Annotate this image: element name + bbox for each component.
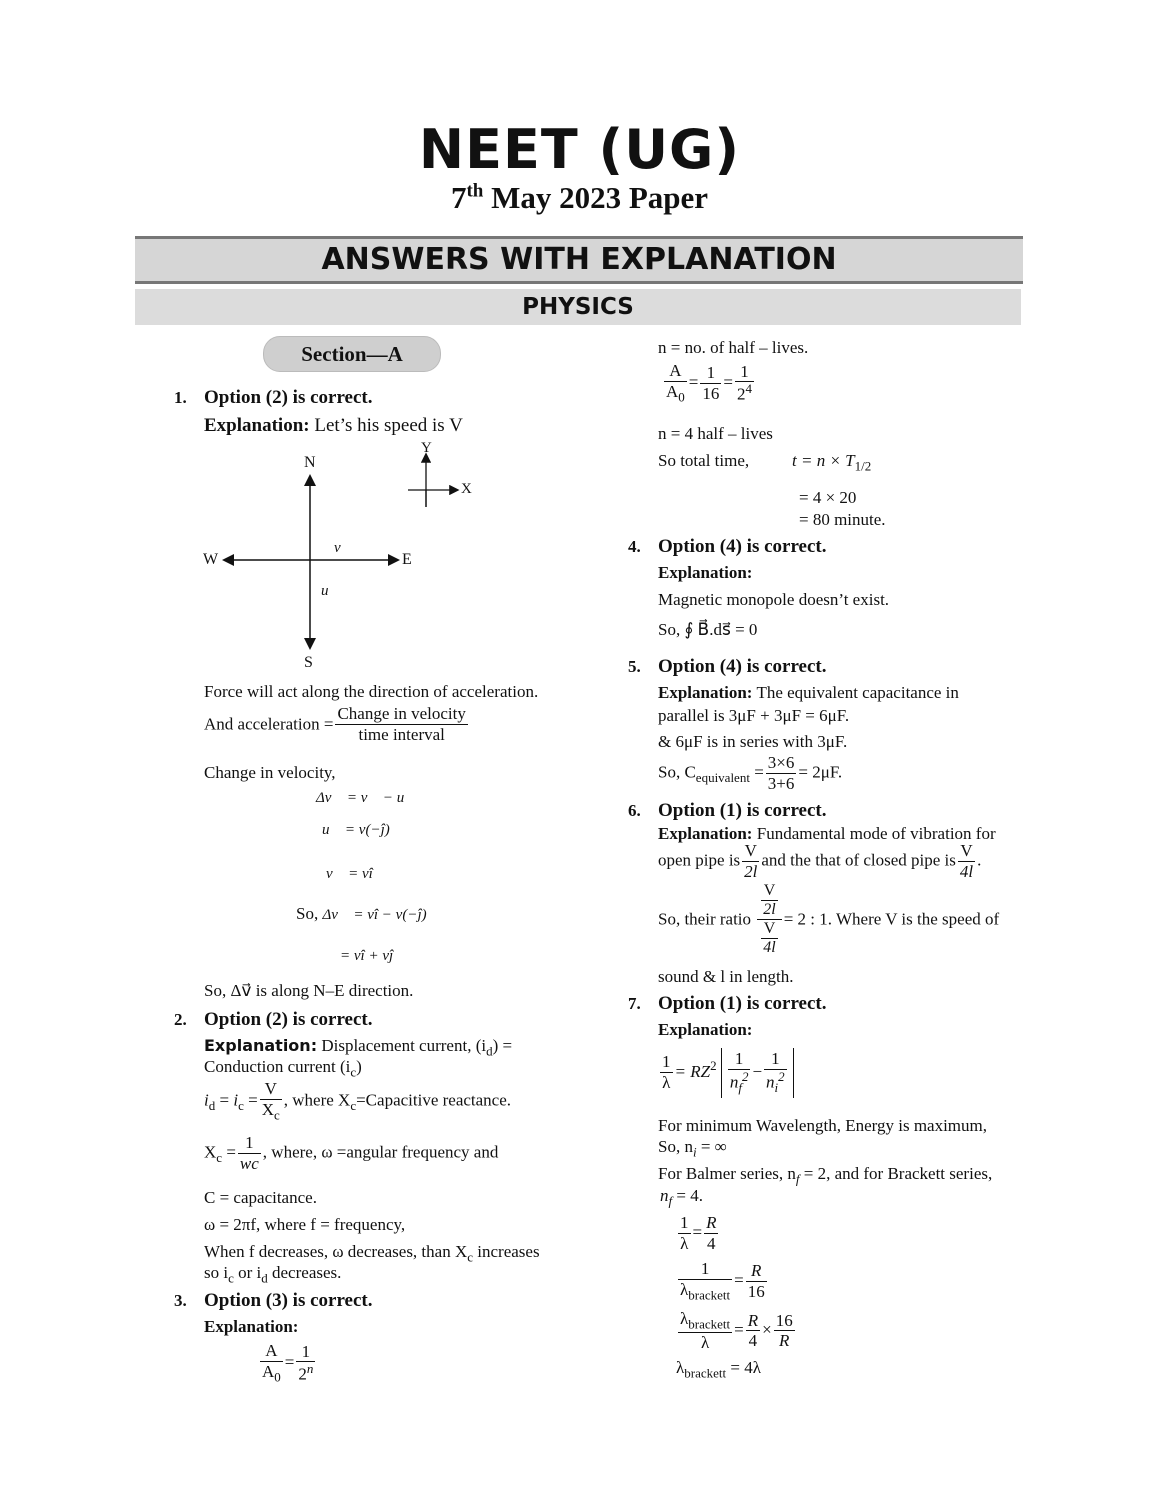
q2-xc-eq: $X_c$ = $\frac{1}{wc}$ , where, ω =angular frequency and — [204, 1133, 499, 1173]
q2-line1: Explanation: Displacement current, $(i_d)$ = — [204, 1036, 513, 1059]
q3-total-lead: So total time, — [658, 451, 750, 470]
q3-half-life-eq: $\frac{A}{A_0}$ = $\frac{1}{16}$ = $\frac{1}{2^4}$ — [666, 361, 752, 405]
q4-answer: Option (4) is correct. — [658, 536, 827, 557]
q5-line3: & 6μF is in series with 3μF. — [658, 732, 848, 751]
q1-accel-eq: And acceleration = $\frac{\text{Change in velocity}}{\text{time interval}}$ — [204, 704, 466, 744]
q3-explanation: Explanation: — [204, 1317, 299, 1336]
q7-rydberg-eq: $\frac{1}{\lambda}$ = $RZ^2$ $\frac{1}{n_f^2}$ − $\frac{1}{n_i^2}$ — [658, 1048, 794, 1098]
q2-current-eq: $i_d = i_c$ = $\frac{V}{X_c}$ , where $X_c=Capacitive$ reactance. — [204, 1079, 512, 1123]
q3-total-eq: $t = n \times T_{1/2}$ — [792, 451, 872, 474]
q1-answer: Option (2) is correct. — [204, 387, 373, 408]
q7-eq-a: $\frac{1}{\lambda}$ = $\frac{R}{4}$ — [680, 1213, 717, 1253]
q6-line2: open pipe is $\frac{V}{2l}$ and the that of closed pipe is $\frac{V}{4l}$ . — [658, 841, 982, 881]
subject-banner: PHYSICS — [135, 289, 1021, 325]
q7-eq-d: $\lambda_{brackett} = 4\lambda$ — [676, 1358, 761, 1381]
q7-min: For minimum Wavelength, Energy is maximum, — [658, 1116, 988, 1135]
q7-nf4: $n_f = 4$. — [660, 1186, 703, 1209]
q1-eq5: = vî + vĵ — [340, 948, 394, 964]
label-x: X — [461, 481, 472, 497]
q1-conclusion: So, Δv⃗ is along N–E direction. — [204, 981, 414, 1000]
q2-answer: Option (2) is correct. — [204, 1009, 373, 1030]
q6-line1: Explanation: Fundamental mode of vibration for — [658, 824, 996, 843]
q2-so: so $i_c$ or $i_d$ decreases. — [204, 1263, 342, 1286]
q5-answer: Option (4) is correct. — [658, 656, 827, 677]
q1-number: 1. — [174, 388, 187, 407]
q3-number: 3. — [174, 1291, 187, 1310]
q2-when: When f decreases, ω decreases, than $X_c$ increases — [204, 1242, 540, 1265]
q6-sound: sound & l in length. — [658, 967, 794, 986]
q3-n4: n = 4 half – lives — [658, 424, 773, 443]
q1-change-text: Change in velocity, — [204, 763, 336, 782]
q1-eq3: v⃗ = vî — [326, 866, 373, 882]
q1-eq2: u⃗ = v(−ĵ) — [322, 822, 390, 838]
q2-omega: ω = 2πf, where f = frequency, — [204, 1215, 406, 1234]
q1-explanation: Explanation: Let’s his speed is V — [204, 415, 463, 436]
q3-ratio-eq: $\frac{A}{A_0}$ = $\frac{1}{2^n}$ — [262, 1341, 314, 1385]
q6-ratio-eq: So, their ratio $\frac{\frac{V}{2l}}{\frac{V}{4l}}$ = 2 : 1. Where V is the speed of — [658, 882, 1000, 956]
q7-number: 7. — [628, 994, 641, 1013]
q5-line1: Explanation: The equivalent capacitance in — [658, 683, 959, 702]
page-title: NEET (UG) — [418, 118, 741, 181]
q5-line2: parallel is 3μF + 3μF = 6μF. — [658, 706, 850, 725]
q3-answer: Option (3) is correct. — [204, 1290, 373, 1311]
q3-n-def: n = no. of half – lives. — [658, 338, 809, 357]
q2-line2: Conduction current $(i_c)$ — [204, 1057, 362, 1080]
label-v-vector: v⃗ — [334, 540, 353, 556]
label-y: Y — [421, 440, 432, 456]
q6-number: 6. — [628, 801, 641, 820]
answers-banner: ANSWERS WITH EXPLANATION — [135, 236, 1023, 284]
q7-answer: Option (1) is correct. — [658, 993, 827, 1014]
q4-explanation: Explanation: — [658, 563, 753, 582]
page-subtitle: 7th May 2023 Paper — [450, 180, 709, 215]
q4-eq: So, ∮ B⃗.ds⃗ = 0 — [658, 620, 758, 639]
q4-number: 4. — [628, 537, 641, 556]
label-east: E — [402, 551, 412, 568]
q1-force-text: Force will act along the direction of acceleration. — [204, 682, 539, 701]
q2-number: 2. — [174, 1010, 187, 1029]
q4-line: Magnetic monopole doesn’t exist. — [658, 590, 890, 609]
q6-answer: Option (1) is correct. — [658, 800, 827, 821]
q3-total-3: = 80 minute. — [799, 510, 886, 529]
q7-eq-b: $\frac{1}{\lambda_{brackett}}$ = $\frac{R}{16}$ — [680, 1259, 765, 1303]
q1-eq1: Δv⃗ = v⃗ − u⃗ — [316, 790, 416, 806]
q7-eq-c: $\frac{\lambda_{brackett}}{\lambda}$ = $\frac{R}{4}$ × $\frac{16}{R}$ — [680, 1309, 793, 1352]
q7-explanation: Explanation: — [658, 1020, 753, 1039]
section-badge: Section—A — [263, 336, 441, 372]
label-u-vector: u⃗ — [321, 583, 341, 599]
q1-eq4: So, Δv⃗ = vî − v(−ĵ) — [296, 904, 427, 923]
q3-total-2: = 4 × 20 — [799, 488, 857, 507]
q2-capacitance: C = capacitance. — [204, 1188, 317, 1207]
q5-eq: So, $C_{equivalent}$ = $\frac{3\times 6}{3+6}$ = 2μF. — [658, 753, 843, 793]
q7-balmer: For Balmer series, $n_f = 2$, and for Brackett series, — [658, 1164, 993, 1187]
label-south: S — [304, 654, 313, 671]
q7-ni: So, $n_i$ = ∞ — [658, 1137, 727, 1160]
label-west: W — [203, 551, 219, 568]
label-north: N — [304, 454, 316, 471]
q5-number: 5. — [628, 657, 641, 676]
